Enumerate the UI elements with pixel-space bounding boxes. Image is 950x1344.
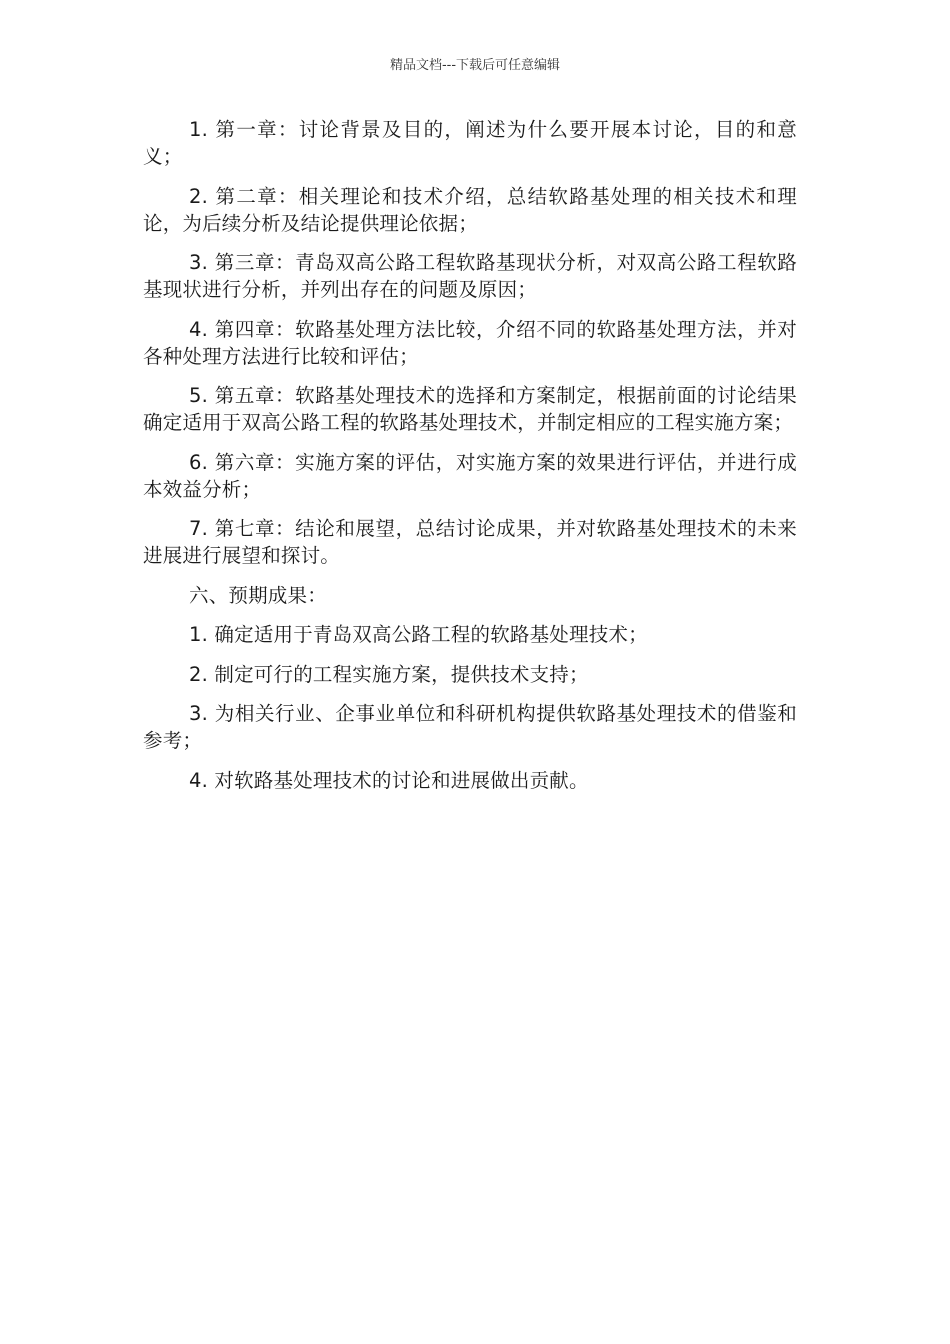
chapter-6-paragraph: 6. 第六章：实施方案的评估，对实施方案的效果进行评估，并进行成本效益分析； <box>143 450 797 501</box>
chapter-5-paragraph: 5. 第五章：软路基处理技术的选择和方案制定，根据前面的讨论结果确定适用于双高公路工程的软路基处理技术，并制定相应的工程实施方案； <box>143 384 797 434</box>
expected-result-4: 4. 对软路基处理技术的讨论和进展做出贡献。 <box>189 768 589 792</box>
expected-result-1: 1. 确定适用于青岛双高公路工程的软路基处理技术； <box>189 623 648 646</box>
chapter-1-paragraph: 1. 第一章：讨论背景及目的，阐述为什么要开展本讨论，目的和意义； <box>143 118 797 168</box>
expected-result-2: 2. 制定可行的工程实施方案，提供技术支持； <box>189 662 589 686</box>
chapter-4-paragraph: 4. 第四章：软路基处理方法比较，介绍不同的软路基处理方法，并对各种处理方法进行比较和评估； <box>143 317 797 368</box>
expected-result-3: 3. 为相关行业、企事业单位和科研机构提供软路基处理技术的借鉴和参考； <box>143 702 797 752</box>
chapter-3-paragraph: 3. 第三章：青岛双高公路工程软路基现状分析，对双高公路工程软路基现状进行分析，并列出存在的问题及原因； <box>143 251 797 301</box>
section-heading-expected-results: 六、预期成果： <box>189 583 327 607</box>
chapter-7-paragraph: 7. 第七章：结论和展望，总结讨论成果，并对软路基处理技术的未来进展进行展望和探讨。 <box>143 517 797 567</box>
document-body <box>143 116 797 806</box>
page-header: 精品文档---下载后可任意编辑 <box>389 58 561 73</box>
chapter-2-paragraph: 2. 第二章：相关理论和技术介绍，总结软路基处理的相关技术和理论，为后续分析及结论提供理论依据； <box>143 184 797 235</box>
